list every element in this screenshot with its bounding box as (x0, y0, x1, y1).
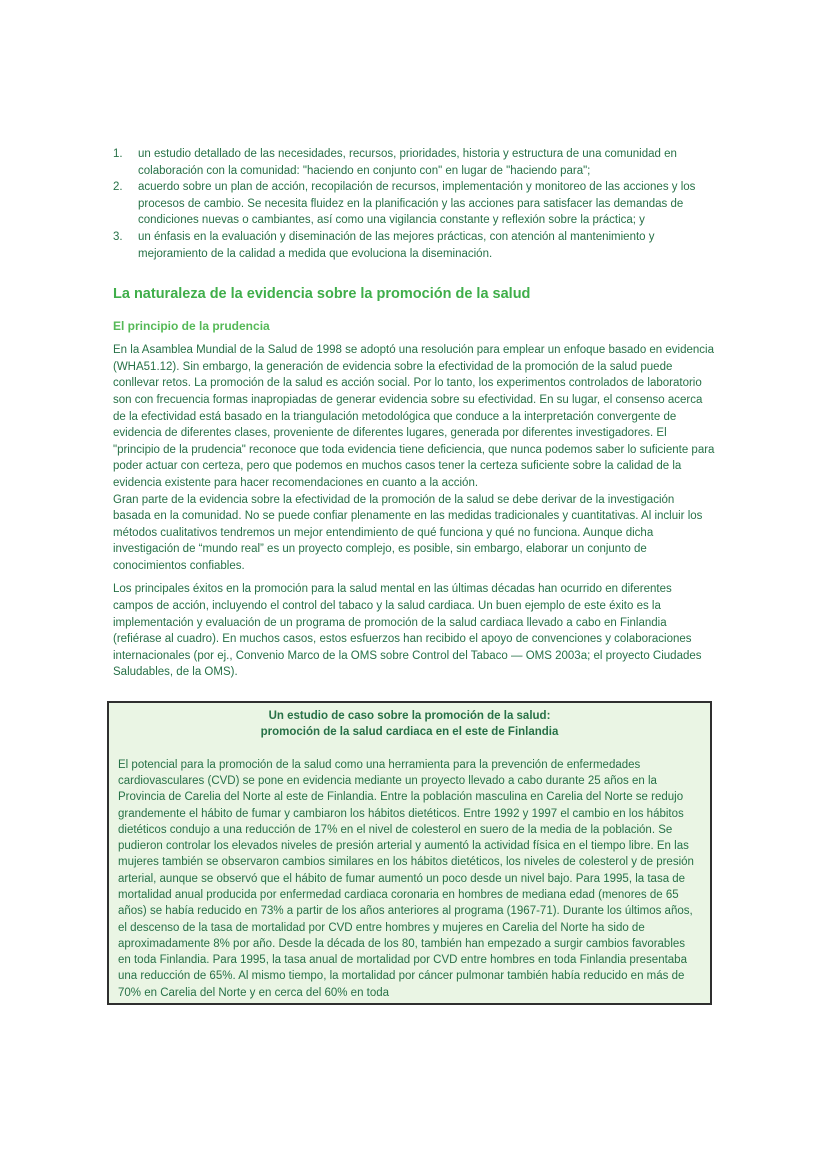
list-item-text: un énfasis en la evaluación y diseminación de las mejores prácticas, con atención al mantenimiento y mejoramiento de la calidad a medida que evoluciona la diseminación. (138, 230, 655, 260)
list-item-text: un estudio detallado de las necesidades, recursos, prioridades, historia y estructura de una comunidad en colaboración con la comunidad: "haciendo en conjunto con" en lugar de "haciendo para"; (138, 148, 677, 177)
case-study-title-line1: Un estudio de caso sobre la promoción de la salud: (268, 710, 551, 723)
case-study-title-line2: promoción de la salud cardiaca en el este de Finlandia (260, 726, 559, 739)
document-content (113, 146, 715, 1005)
case-study-body: El potencial para la promoción de la salud como una herramienta para la prevención de enfermedades cardiovasculares (CVD) se pone en evidencia mediante un proyecto llevado a cabo durante 25 años en la Provincia de Carelia del Norte al este de Finlandia. Entre la población masculina en Carelia del Norte se redujo grandemente el hábito de fumar y cambiaron los hábitos dietéticos. Entre 1992 y 1997 el cambio en los hábitos dietéticos condujo a una reducción de 17% en el nivel de colesterol en suero de la media de la población. Se pudieron controlar los elevados niveles de presión arterial y aumentó la actividad física en el tiempo libre. En las mujeres también se observaron cambios similares en los hábitos dietéticos, los niveles de colesterol y de presión arterial, aunque se observó que el hábito de fumar aumentó un poco desde un nivel bajo. Para 1995, la tasa de mortalidad anual producida por enfermedad cardiaca coronaria en hombres de mediana edad (menores de 65 años) se había reducido en 73% a partir de los años anteriores al programa (1967-71). Durante los últimos años, el descenso de la tasa de mortalidad por CVD entre hombres y mujeres en Carelia del Norte ha sido de aproximadamente 8% por año. Desde la década de los 80, también han empezado a surgir cambios favorables en toda Finlandia. Para 1995, la tasa anual de mortalidad por CVD entre hombres en toda Finlandia presentaba una reducción de 65%. Al mismo tiempo, la mortalidad por cáncer pulmonar también había reducido en más de 70% en Carelia del Norte y en cerca del 60% en toda (118, 758, 694, 999)
paragraph-prudence-principle: En la Asamblea Mundial de la Salud de 1998 se adoptó una resolución para emplear un enfoque basado en evidencia (WHA51.12). Sin embargo, la generación de evidencia sobre la efectividad de la promoción de la salud puede conllevar retos. La promoción de la salud es acción social. Por lo tanto, los experimentos controlados de laboratorio son con frecuencia formas inapropiadas de generar evidencia sobre su efectividad. En su lugar, el consenso acerca de la efectividad está basado en la triangulación metodológica que conduce a la interpretación convergente de evidencia de diferentes clases, proveniente de diferentes lugares, generada por diferentes investigadores. El "principio de la prudencia" reconoce que toda evidencia tiene deficiencia, que nunca podemos saber lo suficiente para poder actuar con certeza, pero que podemos en muchos casos tener la certeza suficiente sobre la calidad de la evidencia existente para hacer recomendaciones en cuanto a la acción. (113, 344, 715, 489)
paragraph-promotion-successes: Los principales éxitos en la promoción para la salud mental en las últimas décadas han ocurrido en diferentes campos de acción, incluyendo el control del tabaco y la salud cardiaca. Un buen ejemplo de este éxito es la implementación y evaluación de un programa de promoción de la salud cardiaca llevado a cabo en Finlandia (refiérase al cuadro). En muchos casos, estos esfuerzos han recibido el apoyo de convenciones y colaboraciones internacionales (por ej., Convenio Marco de la OMS sobre Control del Tabaco — OMS 2003a; el proyecto Ciudades Saludables, de la OMS). (113, 583, 702, 679)
list-item-text: acuerdo sobre un plan de acción, recopilación de recursos, implementación y monitoreo de las acciones y los procesos de cambio. Se necesita fluidez en la planificación y las acciones para satisfacer las demandas de condiciones nuevas o cambiantes, así como una vigilancia constante y reflexión sobre la práctica; y (138, 181, 696, 227)
list-item (113, 179, 715, 229)
case-study-box (107, 701, 712, 1005)
list-item (113, 146, 715, 179)
list-item (113, 229, 715, 262)
section-title: La naturaleza de la evidencia sobre la promoción de la salud (113, 286, 531, 303)
paragraph-community-research: Gran parte de la evidencia sobre la efectividad de la promoción de la salud se debe derivar de la investigación basada en la comunidad. No se puede confiar plenamente en las medidas tradicionales y cuantitativas. Al incluir los métodos cualitativos tendremos un mejor entendimiento de qué funciona y qué no funciona. Aunque dicha investigación de “mundo real” es un proyecto complejo, es posible, sin embargo, elaborar un conjunto de conocimientos confiables. (113, 493, 703, 572)
list-item-number: 2. (113, 181, 123, 194)
subsection-title: El principio de la prudencia (113, 319, 270, 334)
case-study-title (118, 708, 701, 741)
list-item-number: 3. (113, 230, 123, 243)
numbered-list (113, 146, 715, 262)
list-item-number: 1. (113, 148, 123, 160)
